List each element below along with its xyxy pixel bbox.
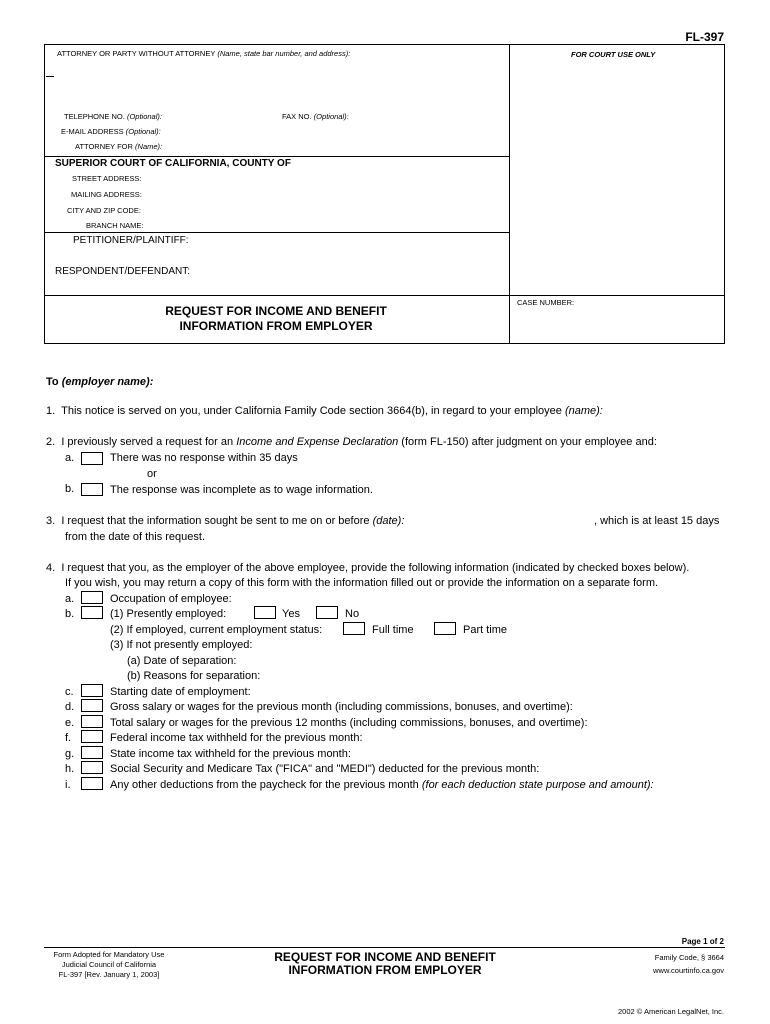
item-4d-text: Gross salary or wages for the previous month (including commissions, bonuses, and overtime):	[110, 701, 573, 713]
item-3: 3. I request that the information sought be sent to me on or before (date):	[46, 515, 405, 527]
legal-references: Family Code, § 3664 www.courtinfo.ca.gov	[653, 953, 724, 975]
footer-title: REQUEST FOR INCOME AND BENEFIT INFORMATION FROM EMPLOYER	[274, 950, 496, 977]
header-bottom-border	[44, 343, 725, 344]
item-4b2-text: (2) If employed, current employment status:	[110, 624, 323, 636]
item-4a-checkbox[interactable]	[81, 591, 103, 604]
item-4i-text: Any other deductions from the paycheck for the previous month (for each deduction state purpose and amount):	[110, 779, 654, 791]
item-4-line1: 4. I request that you, as the employer of the above employee, provide the following information (indicated by checked boxes below).	[46, 562, 690, 574]
case-number-label: CASE NUMBER:	[517, 298, 575, 307]
item-2: 2. I previously served a request for an Income and Expense Declaration (form FL-150) after judgment on your employee and:	[46, 436, 657, 448]
item-3-tail: , which is at least 15 days	[594, 515, 720, 527]
item-4-line2: If you wish, you may return a copy of this form with the information filled out or provide the information on a separate form.	[65, 577, 659, 589]
item-4f-letter: f.	[65, 732, 72, 744]
item-1: 1. This notice is served on you, under California Family Code section 3664(b), in regard to your employee (name):	[46, 405, 603, 417]
item-4a-letter: a.	[65, 593, 75, 605]
item-4b3b-text: (b) Reasons for separation:	[127, 670, 261, 682]
street-address-label: STREET ADDRESS:	[72, 174, 142, 183]
item-4e-checkbox[interactable]	[81, 715, 103, 728]
item-4h-letter: h.	[65, 763, 75, 775]
item-2b-text: The response was incomplete as to wage information.	[110, 484, 373, 496]
full-time-label: Full time	[372, 624, 414, 636]
item-4b-text: (1) Presently employed:	[110, 608, 227, 620]
item-4c-checkbox[interactable]	[81, 684, 103, 697]
form-title: REQUEST FOR INCOME AND BENEFIT INFORMATION FROM EMPLOYER	[165, 304, 387, 333]
branch-name-label: BRANCH NAME:	[86, 221, 144, 230]
item-4a-text: Occupation of employee:	[110, 593, 232, 605]
item-4g-text: State income tax withheld for the previous month:	[110, 748, 351, 760]
attorney-mark	[46, 76, 54, 77]
item-4i-letter: i.	[65, 779, 71, 791]
item-4e-text: Total salary or wages for the previous 12 months (including commissions, bonuses, and overtime):	[110, 717, 588, 729]
item-4b3-text: (3) If not presently employed:	[110, 639, 253, 651]
petitioner-label: PETITIONER/PLAINTIFF:	[73, 235, 189, 246]
telephone-label: TELEPHONE NO. (Optional):	[64, 112, 162, 121]
item-2-or: or	[147, 468, 157, 480]
header-left-border	[44, 44, 45, 344]
part-time-label: Part time	[463, 624, 508, 636]
item-4b-letter: b.	[65, 608, 75, 620]
adopted-notice: Form Adopted for Mandatory Use Judicial Council of California FL-397 [Rev. January 1, 2003]	[53, 950, 165, 979]
item-3-line2: from the date of this request.	[65, 531, 206, 543]
court-title: SUPERIOR COURT OF CALIFORNIA, COUNTY OF	[55, 158, 291, 169]
no-label: No	[345, 608, 360, 620]
mailing-address-label: MAILING ADDRESS:	[71, 190, 142, 199]
item-4f-text: Federal income tax withheld for the previous month:	[110, 732, 363, 744]
header-column-divider	[509, 44, 510, 344]
item-4h-checkbox[interactable]	[81, 761, 103, 774]
email-label: E-MAIL ADDRESS (Optional):	[61, 127, 161, 136]
form-number: FL-397	[685, 30, 724, 44]
attorney-for-label: ATTORNEY FOR (Name):	[75, 142, 163, 151]
footer-rule	[44, 947, 725, 948]
header-right-border	[724, 44, 725, 344]
attorney-label: ATTORNEY OR PARTY WITHOUT ATTORNEY (Name, state bar number, and address):	[57, 49, 351, 58]
fax-label: FAX NO. (Optional):	[282, 112, 349, 121]
item-4f-checkbox[interactable]	[81, 730, 103, 743]
item-4d-letter: d.	[65, 701, 75, 713]
item-2a-checkbox[interactable]	[81, 452, 103, 465]
item-4b-checkbox[interactable]	[81, 606, 103, 619]
item-4i-checkbox[interactable]	[81, 777, 103, 790]
page-number: Page 1 of 2	[681, 937, 724, 946]
item-4c-letter: c.	[65, 686, 74, 698]
yes-label: Yes	[282, 608, 300, 620]
to-employer-label: To (employer name):	[46, 376, 154, 388]
title-section-divider	[44, 295, 725, 296]
item-2b-letter: b.	[65, 483, 75, 495]
respondent-label: RESPONDENT/DEFENDANT:	[55, 266, 191, 277]
item-4b3a-text: (a) Date of separation:	[127, 655, 237, 667]
item-4g-checkbox[interactable]	[81, 746, 103, 759]
no-checkbox[interactable]	[316, 606, 338, 619]
full-time-checkbox[interactable]	[343, 622, 365, 635]
item-2a-letter: a.	[65, 452, 75, 464]
city-zip-label: CITY AND ZIP CODE:	[67, 206, 141, 215]
item-4d-checkbox[interactable]	[81, 699, 103, 712]
part-time-checkbox[interactable]	[434, 622, 456, 635]
yes-checkbox[interactable]	[254, 606, 276, 619]
item-4c-text: Starting date of employment:	[110, 686, 251, 698]
copyright: 2002 © American LegalNet, Inc.	[617, 1007, 724, 1016]
header-top-border	[44, 44, 724, 45]
court-use-label: FOR COURT USE ONLY	[571, 50, 656, 59]
item-4g-letter: g.	[65, 748, 75, 760]
parties-section-divider	[44, 232, 510, 233]
item-4h-text: Social Security and Medicare Tax ("FICA" and "MEDI") deducted for the previous month:	[110, 763, 540, 775]
item-2b-checkbox[interactable]	[81, 483, 103, 496]
item-4e-letter: e.	[65, 717, 75, 729]
court-section-divider	[44, 156, 510, 157]
item-2a-text: There was no response within 35 days	[110, 452, 298, 464]
